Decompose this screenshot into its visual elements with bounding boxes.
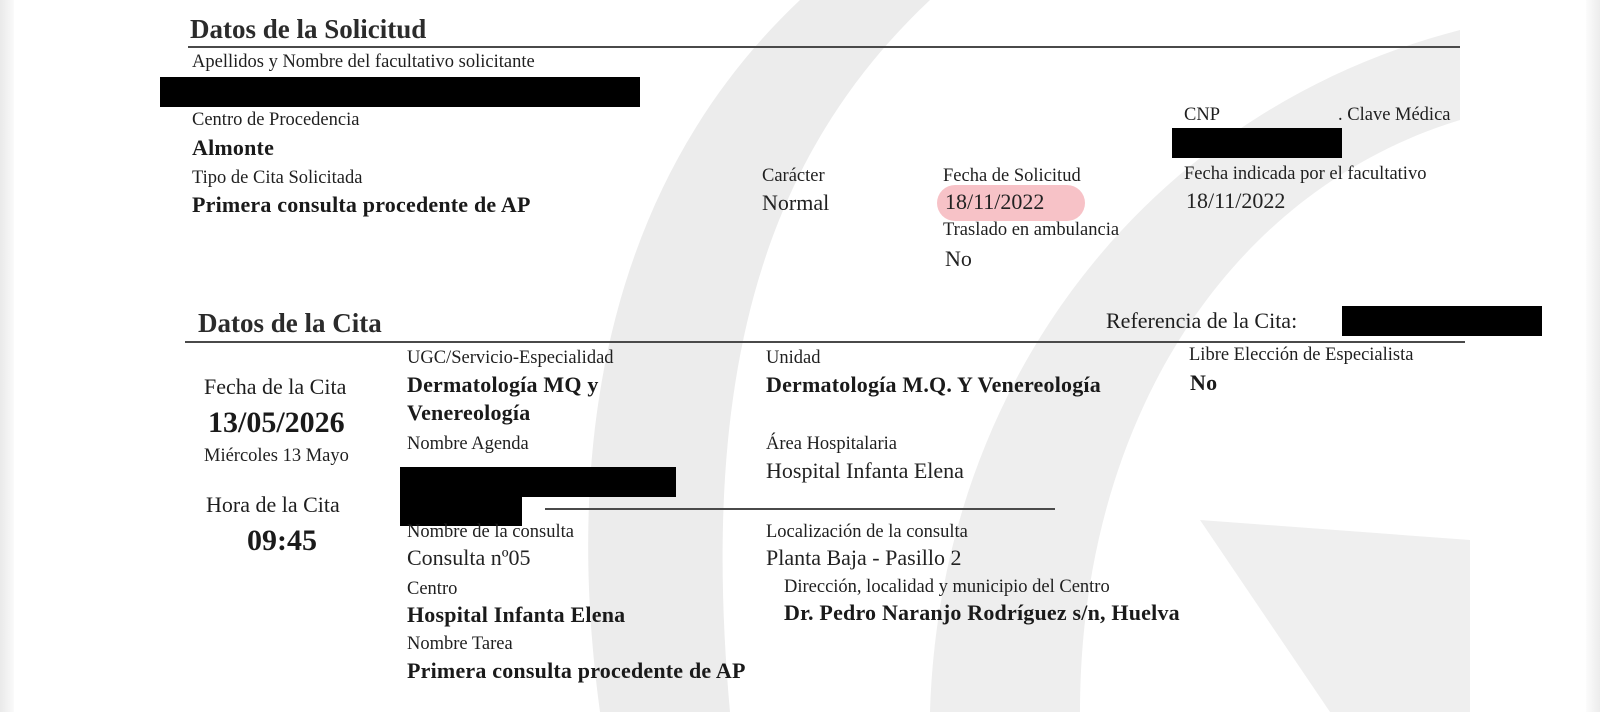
fecha-solicitud-value: 18/11/2022: [945, 189, 1045, 214]
hora-cita-label: Hora de la Cita: [206, 492, 340, 517]
libre-eleccion-value: No: [1190, 370, 1218, 395]
section-title-solicitud: Datos de la Solicitud: [190, 14, 427, 44]
caracter-value: Normal: [762, 190, 830, 215]
fecha-indicada-label: Fecha indicada por el facultativo: [1184, 164, 1427, 184]
localizacion-label: Localización de la consulta: [766, 522, 968, 542]
tipo-cita-label: Tipo de Cita Solicitada: [192, 168, 363, 188]
fecha-solicitud-label: Fecha de Solicitud: [943, 166, 1081, 186]
unidad-label: Unidad: [766, 348, 821, 368]
redacted-referencia: [1342, 306, 1542, 336]
ugc-value-line2: Venereología: [407, 400, 531, 425]
nombre-consulta-value: Consulta nº05: [407, 545, 531, 570]
libre-eleccion-label: Libre Elección de Especialista: [1189, 345, 1414, 365]
ugc-label: UGC/Servicio-Especialidad: [407, 348, 614, 368]
cnp-label: CNP: [1184, 105, 1220, 125]
hora-cita-value: 09:45: [247, 524, 317, 557]
localizacion-value: Planta Baja - Pasillo 2: [766, 545, 962, 570]
section-rule-solicitud: [188, 46, 1460, 48]
tipo-cita-value: Primera consulta procedente de AP: [192, 192, 531, 217]
caracter-label: Carácter: [762, 166, 825, 186]
traslado-value: No: [945, 246, 972, 271]
direccion-label: Dirección, localidad y municipio del Centro: [784, 577, 1110, 597]
centro-procedencia-value: Almonte: [192, 135, 275, 160]
fecha-indicada-value: 18/11/2022: [1186, 188, 1286, 213]
nombre-tarea-value: Primera consulta procedente de AP: [407, 658, 746, 683]
redacted-facultativo-name: [160, 77, 640, 107]
area-value: Hospital Infanta Elena: [766, 458, 964, 483]
underline-rule: [545, 508, 1055, 510]
direccion-value: Dr. Pedro Naranjo Rodríguez s/n, Huelva: [784, 600, 1180, 625]
referencia-label: Referencia de la Cita:: [1106, 308, 1298, 333]
section-rule-cita: [185, 341, 1465, 343]
traslado-label: Traslado en ambulancia: [943, 220, 1120, 240]
centro-value: Hospital Infanta Elena: [407, 602, 626, 627]
clave-medica-label: . Clave Médica: [1338, 105, 1451, 125]
nombre-tarea-label: Nombre Tarea: [407, 634, 513, 654]
facultativo-label: Apellidos y Nombre del facultativo solicitante: [192, 52, 535, 72]
ugc-value-line1: Dermatología MQ y: [407, 372, 599, 397]
fecha-cita-texto: Miércoles 13 Mayo: [204, 446, 349, 466]
centro-label: Centro: [407, 579, 458, 599]
section-title-cita: Datos de la Cita: [198, 308, 382, 338]
fecha-cita-label: Fecha de la Cita: [204, 374, 347, 399]
centro-procedencia-label: Centro de Procedencia: [192, 110, 360, 130]
fecha-cita-value: 13/05/2026: [208, 406, 345, 439]
nombre-consulta-label: Nombre de la consulta: [407, 522, 574, 542]
redacted-agenda-line1: [400, 467, 676, 497]
nombre-agenda-label: Nombre Agenda: [407, 434, 529, 454]
area-label: Área Hospitalaria: [766, 434, 897, 454]
redacted-cnp: [1172, 128, 1342, 158]
unidad-value: Dermatología M.Q. Y Venereología: [766, 372, 1101, 397]
